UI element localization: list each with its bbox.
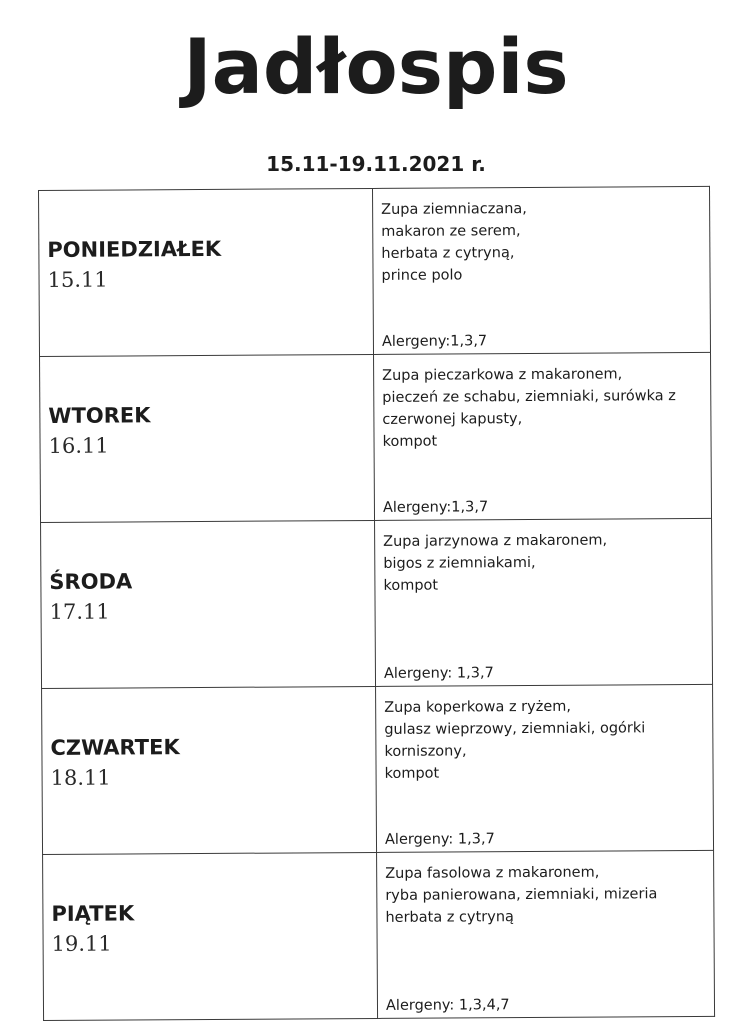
meal-line: ryba panierowana, ziemniaki, mizeria: [385, 886, 658, 904]
day-date: 19.11: [51, 931, 112, 956]
day-date: 15.11: [47, 267, 108, 292]
day-date: 17.11: [49, 599, 110, 624]
meal-items: [385, 861, 707, 929]
meal-line: Zupa fasolowa z makaronem,: [385, 864, 600, 882]
day-cell: [43, 852, 378, 1020]
meal-cell: [372, 186, 710, 354]
date-range: 15.11-19.11.2021 r.: [266, 152, 486, 176]
day-cell: [42, 686, 377, 854]
meal-cell: [374, 352, 712, 520]
day-date: 16.11: [48, 433, 109, 458]
meal-cell: [376, 684, 714, 852]
meal-line: Zupa ziemniaczana,: [381, 201, 527, 218]
meal-line: Zupa koperkowa z ryżem,: [384, 698, 572, 716]
page-title: Jadłospis: [183, 22, 569, 111]
menu-table: [38, 186, 715, 1021]
menu-table-body: [39, 186, 715, 1020]
allergens-label: Alergeny: 1,3,7: [384, 831, 495, 848]
menu-row: [43, 850, 715, 1020]
meal-line: czerwonej kapusty,: [382, 411, 523, 428]
day-cell: [40, 354, 375, 522]
meal-items: [384, 695, 707, 785]
day-name: ŚRODA: [49, 569, 133, 594]
meal-line: herbata z cytryną: [385, 909, 514, 926]
meal-line: prince polo: [381, 267, 463, 284]
meal-line: makaron ze serem,: [381, 223, 521, 240]
meal-items: [382, 363, 705, 453]
menu-row: [39, 186, 711, 356]
meal-line: gulasz wieprzowy, ziemniaki, ogórki: [384, 720, 646, 738]
menu-row: [41, 518, 713, 688]
meal-line: kompot: [383, 577, 439, 594]
day-name: PIĄTEK: [51, 901, 135, 926]
meal-line: korniszony,: [384, 743, 467, 760]
menu-row: [42, 684, 714, 854]
meal-line: pieczeń ze schabu, ziemniaki, surówka z: [382, 388, 676, 406]
meal-line: Zupa pieczarkowa z makaronem,: [382, 366, 623, 384]
meal-items: [383, 529, 705, 597]
day-name: PONIEDZIAŁEK: [47, 236, 222, 262]
day-date: 18.11: [50, 765, 111, 790]
meal-line: bigos z ziemniakami,: [383, 554, 536, 572]
allergens-label: Alergeny: 1,3,4,7: [385, 997, 510, 1014]
meal-line: kompot: [382, 433, 438, 450]
allergens-label: Alergeny:1,3,7: [382, 499, 489, 516]
day-cell: [41, 520, 376, 688]
meal-line: Zupa jarzynowa z makaronem,: [383, 532, 608, 550]
day-name: WTOREK: [48, 403, 151, 428]
meal-line: kompot: [384, 765, 440, 782]
allergens-label: Alergeny: 1,3,7: [383, 665, 494, 682]
meal-cell: [375, 518, 713, 686]
day-cell: [39, 188, 374, 356]
meal-cell: [377, 850, 715, 1018]
day-name: CZWARTEK: [50, 735, 180, 760]
allergens-label: Alergeny:1,3,7: [381, 333, 488, 350]
meal-line: herbata z cytryną,: [381, 245, 515, 262]
meal-items: [381, 197, 704, 287]
menu-row: [40, 352, 712, 522]
